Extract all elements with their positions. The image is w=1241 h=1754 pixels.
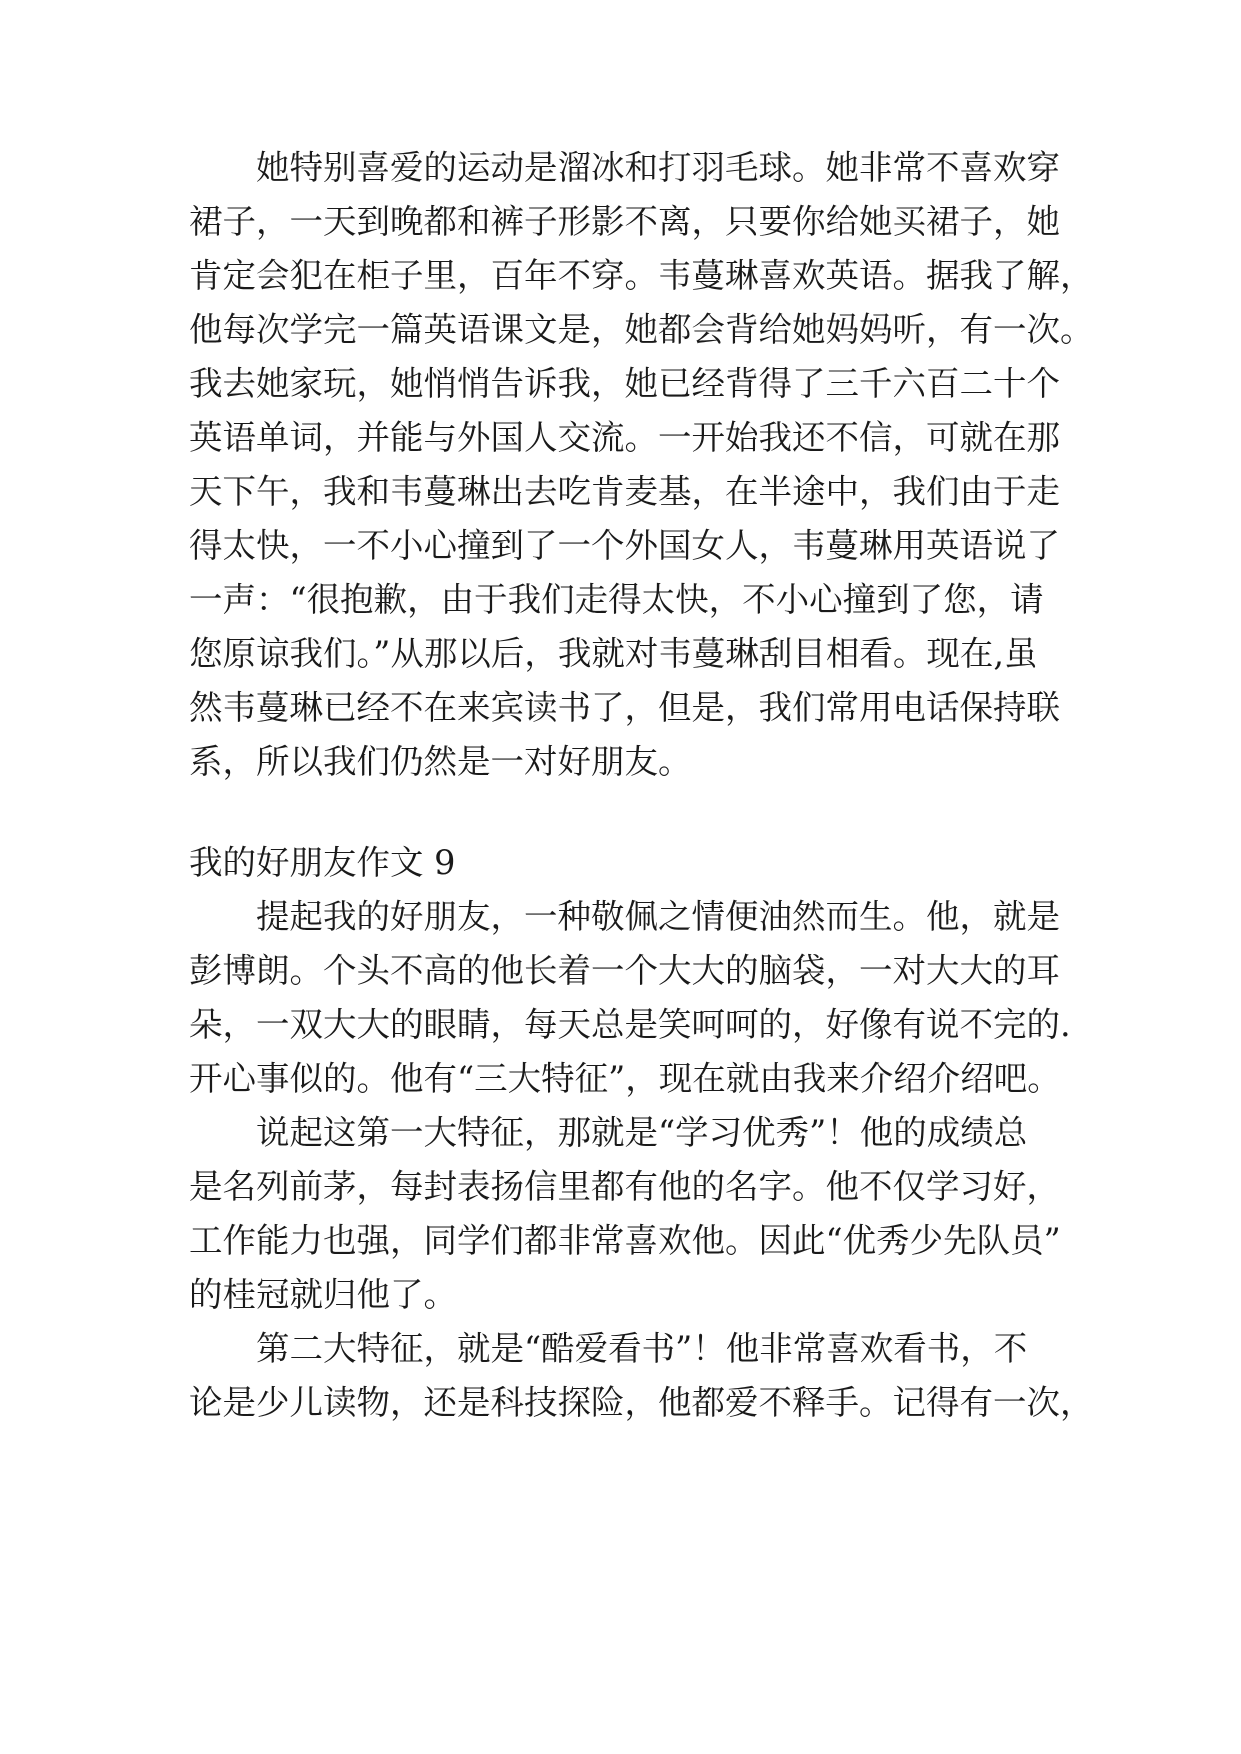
paragraph-1-line: 裙子，一天到晚都和裤子形影不离，只要你给她买裙子，她	[189, 202, 1060, 241]
paragraph-1-line: 他每次学完一篇英语课文是，她都会背给她妈妈听，有一次。	[189, 310, 1094, 349]
paragraph-1-line: 您原谅我们。”从那以后，我就对韦蔓琳刮目相看。现在,虽	[189, 634, 1038, 673]
paragraph-2-line: 朵，一双大大的眼睛，每天总是笑呵呵的，好像有说不完的.	[189, 1005, 1071, 1044]
paragraph-1-line: 她特别喜爱的运动是溜冰和打羽毛球。她非常不喜欢穿	[256, 148, 1060, 187]
paragraph-1-line: 天下午，我和韦蔓琳出去吃肯麦基，在半途中，我们由于走	[189, 472, 1060, 511]
paragraph-2-line: 开心事似的。他有“三大特征”，现在就由我来介绍介绍吧。	[189, 1059, 1061, 1098]
paragraph-1-line: 然韦蔓琳已经不在来宾读书了，但是，我们常用电话保持联	[189, 688, 1060, 727]
paragraph-3-line: 是名列前茅，每封表扬信里都有他的名字。他不仅学习好，	[189, 1167, 1060, 1206]
paragraph-1-line: 系，所以我们仍然是一对好朋友。	[189, 742, 692, 781]
paragraph-1-line: 一声：“很抱歉，由于我们走得太快，不小心撞到了您，请	[189, 580, 1044, 619]
paragraph-2-line: 提起我的好朋友，一种敬佩之情便油然而生。他，就是	[256, 897, 1060, 936]
paragraph-2-line: 彭博朗。个头不高的他长着一个大大的脑袋，一对大大的耳	[189, 951, 1060, 990]
paragraph-1-line: 得太快，一不小心撞到了一个外国女人，韦蔓琳用英语说了	[189, 526, 1060, 565]
paragraph-3-line: 的桂冠就归他了。	[189, 1275, 457, 1314]
paragraph-4-line: 第二大特征，就是“酷爱看书”！他非常喜欢看书，不	[256, 1329, 1028, 1368]
paragraph-1-line: 英语单词，并能与外国人交流。一开始我还不信，可就在那	[189, 418, 1060, 457]
paragraph-4-line: 论是少儿读物，还是科技探险，他都爱不释手。记得有一次，	[189, 1383, 1094, 1422]
paragraph-3-line: 说起这第一大特征，那就是“学习优秀”！他的成绩总	[256, 1113, 1028, 1152]
section-title: 我的好朋友作文 9	[189, 843, 456, 882]
paragraph-1-line: 肯定会犯在柜子里，百年不穿。韦蔓琳喜欢英语。据我了解，	[189, 256, 1094, 295]
paragraph-1-line: 我去她家玩，她悄悄告诉我，她已经背得了三千六百二十个	[189, 364, 1060, 403]
paragraph-3-line: 工作能力也强，同学们都非常喜欢他。因此“优秀少先队员”	[189, 1221, 1061, 1260]
